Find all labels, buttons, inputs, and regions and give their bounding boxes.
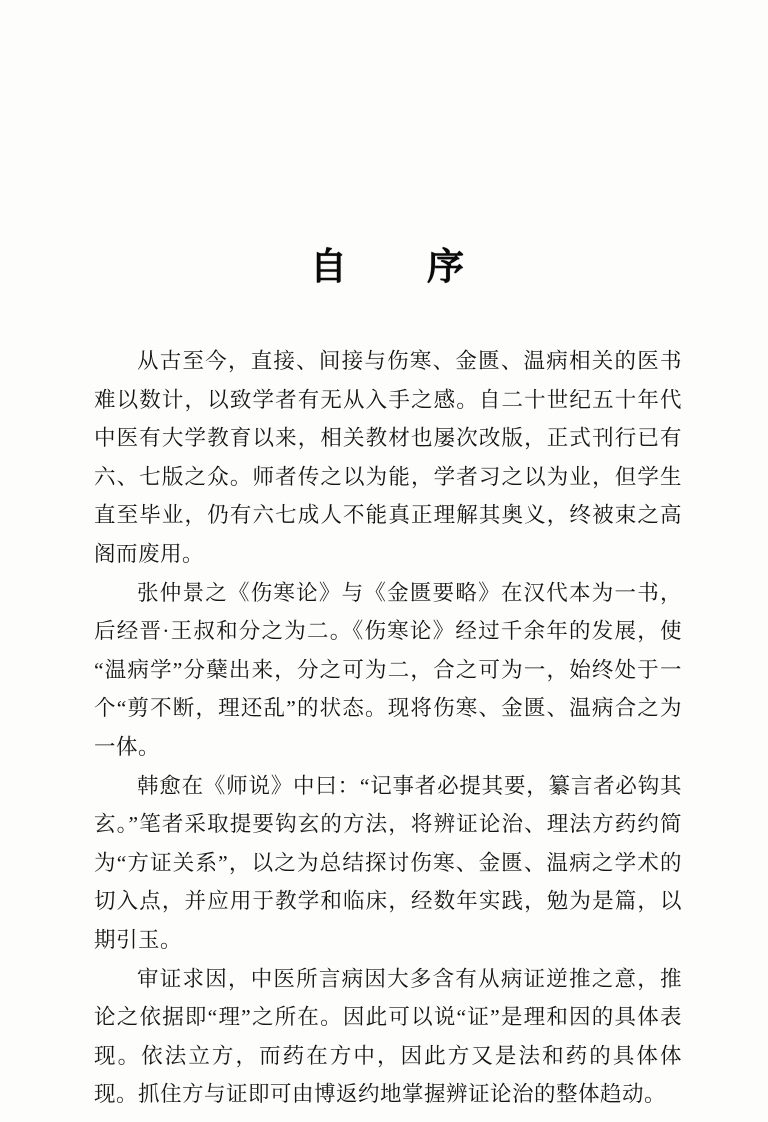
page-content	[94, 236, 682, 1114]
page-title: 自 序	[310, 246, 466, 287]
paragraph: 从古至今，直接、间接与伤寒、金匮、温病相关的医书难以数计，以致学者有无从入手之感。自二十世纪五十年代中医有大学教育以来，相关教材也屡次改版，正式刊行已有六、七版之众。师者传之以为能，学者习之以为业，但学生直至毕业，仍有六七成人不能真正理解其奥义，终被束之高阁而废用。	[94, 349, 682, 566]
preface-body	[94, 342, 682, 1114]
paragraph: 张仲景之《伤寒论》与《金匮要略》在汉代本为一书，后经晋·王叔和分之为二。《伤寒论》经过千余年的发展，使“温病学”分蘖出来，分之可为二，合之可为一，始终处于一个“剪不断，理还乱”的状态。现将伤寒、金匮、温病合之为一体。	[94, 580, 682, 759]
paragraph: 审证求因，中医所言病因大多含有从病证逆推之意，推论之依据即“理”之所在。因此可以说“证”是理和因的具体表现。依法立方，而药在方中，因此方又是法和药的具体体现。抓住方与证即可由博返约地掌握辨证论治的整体趋动。	[94, 966, 682, 1107]
paragraph: 韩愈在《师说》中曰：“记事者必提其要，纂言者必钩其玄。”笔者采取提要钩玄的方法，将辨证论治、理法方药约简为“方证关系”，以之为总结探讨伤寒、金匮、温病之学术的切入点，并应用于教学和临床，经数年实践，勉为是篇，以期引玉。	[94, 773, 682, 952]
